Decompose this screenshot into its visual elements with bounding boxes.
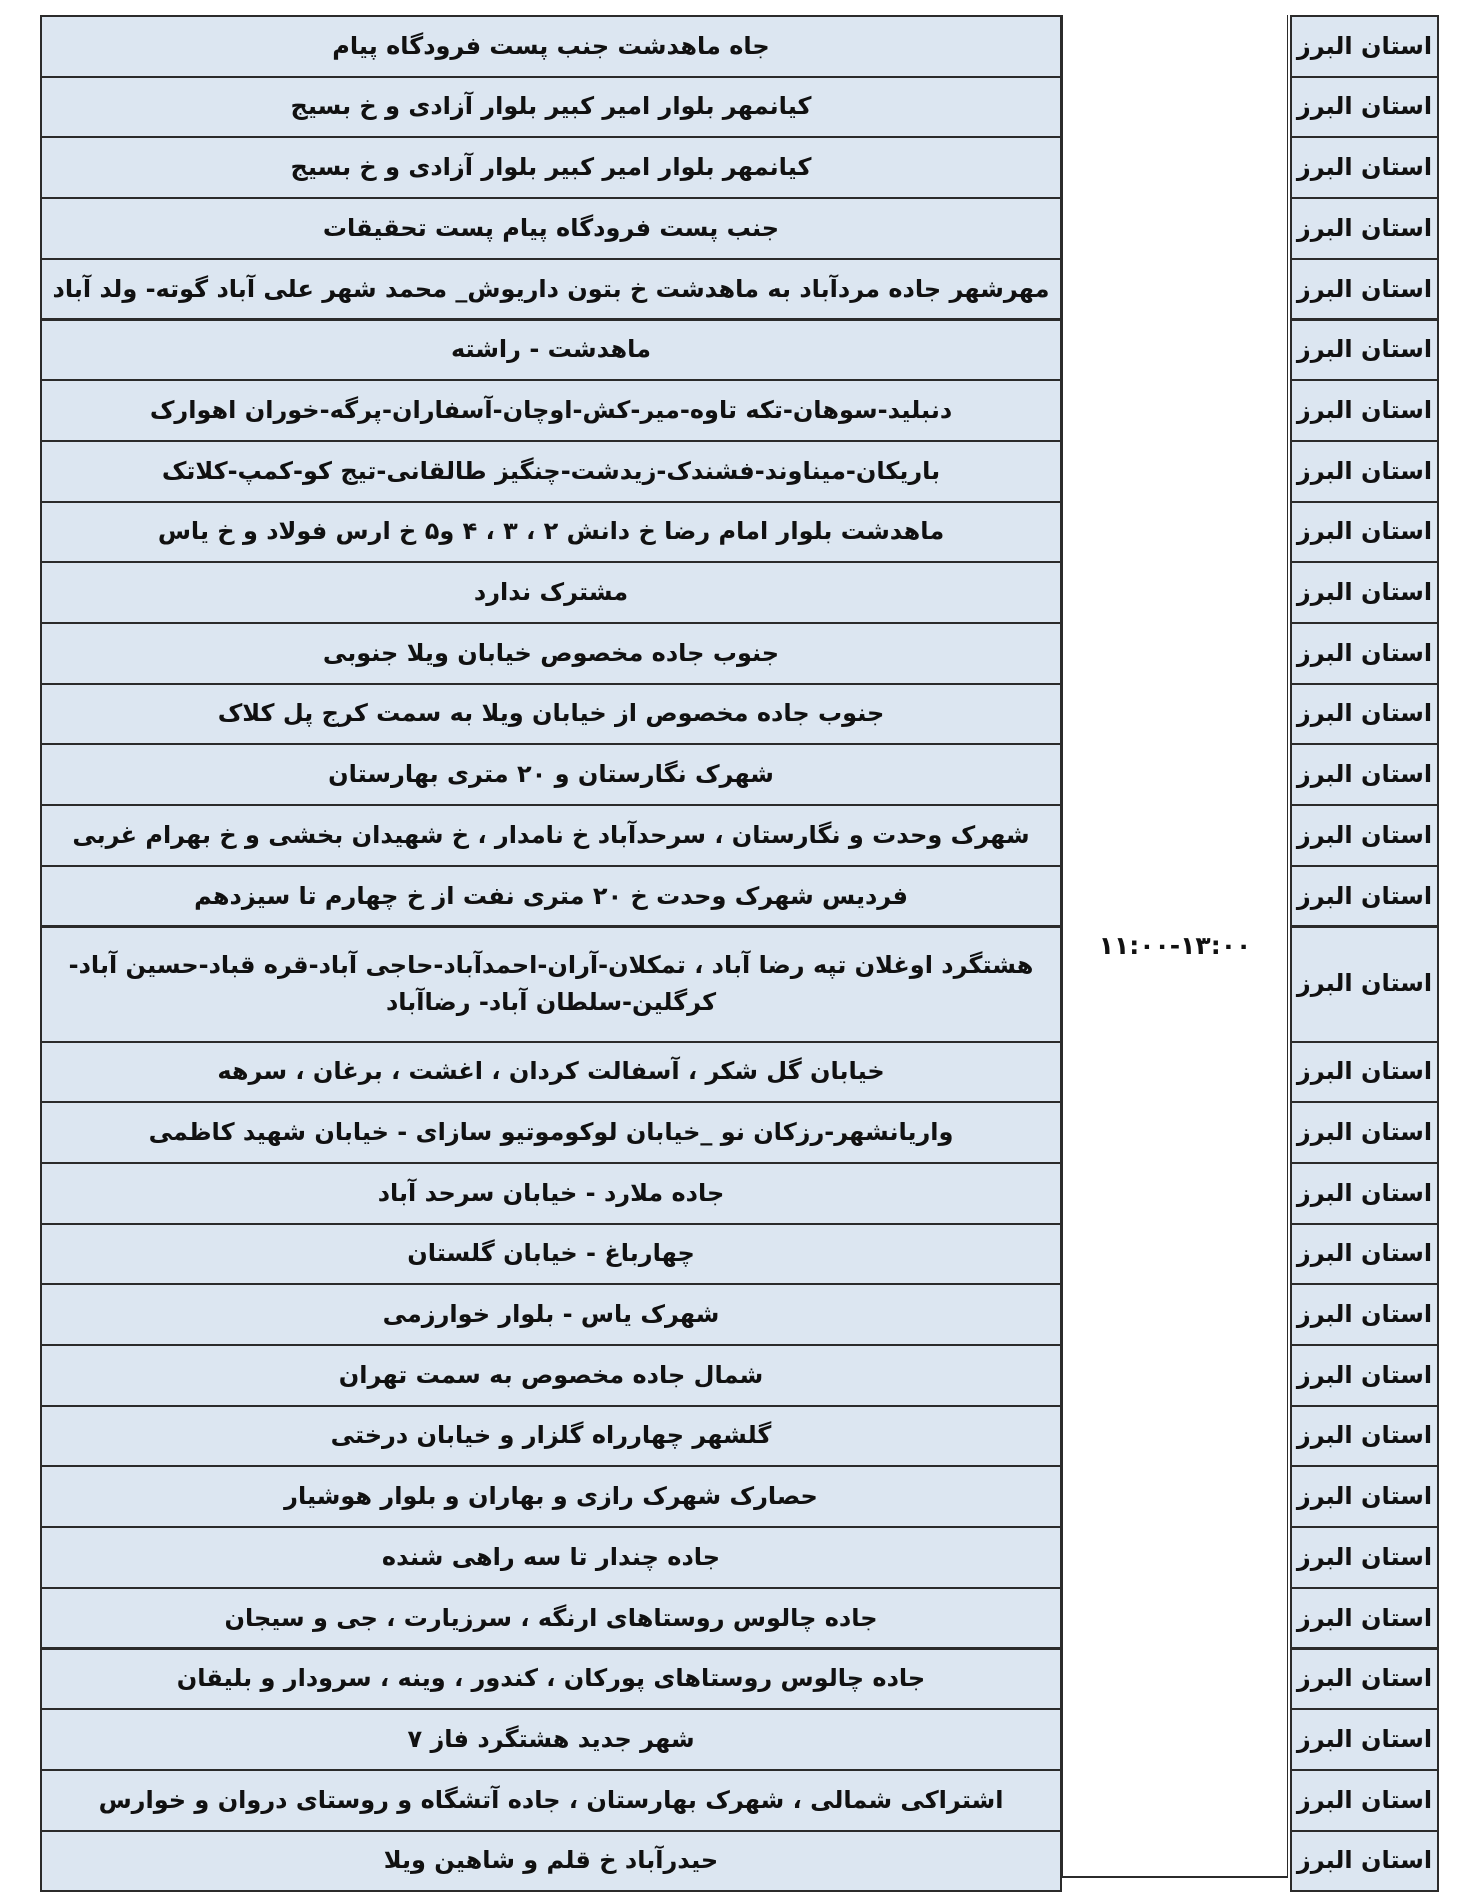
location-cell: شهرک نگارستان و ۲۰ متری بهارستان [40,743,1062,806]
time-slot: ۱۱:۰۰-۱۳:۰۰ [1098,931,1252,960]
location-cell: شهرک وحدت و نگارستان ، سرحدآباد خ نامدار ، خ شهیدان بخشی و خ بهرام غربی [40,804,1062,867]
outage-schedule-table [40,15,1439,1876]
location-cell: حصارک شهرک رازی و بهاران و بلوار هوشیار [40,1465,1062,1528]
province-cell: استان البرز [1290,1526,1439,1589]
province-cell: استان البرز [1290,319,1439,382]
province-cell: استان البرز [1290,622,1439,685]
province-cell: استان البرز [1290,136,1439,199]
province-cell: استان البرز [1290,1283,1439,1346]
province-cell: استان البرز [1290,1708,1439,1771]
location-cell: جنب پست فرودگاه پیام پست تحقیقات [40,197,1062,260]
location-cell: جاده چالوس روستاهای پورکان ، کندور ، وینه ، سرودار و بلیقان [40,1648,1062,1711]
province-cell: استان البرز [1290,1162,1439,1225]
province-cell: استان البرز [1290,804,1439,867]
province-cell: استان البرز [1290,1587,1439,1650]
province-cell: استان البرز [1290,1041,1439,1104]
location-cell: ماهدشت بلوار امام رضا خ دانش ۲ ، ۳ ، ۴ و۵ خ ارس فولاد و خ یاس [40,501,1062,564]
location-cell: ماهدشت - راشته [40,319,1062,382]
location-cell: واریانشهر-رزکان نو _خیابان لوکوموتیو سازای - خیابان شهید کاظمی [40,1101,1062,1164]
province-cell: استان البرز [1290,1101,1439,1164]
province-cell: استان البرز [1290,561,1439,624]
province-cell: استان البرز [1290,1769,1439,1832]
location-cell: مهرشهر جاده مردآباد به ماهدشت خ بتون داریوش_ محمد شهر علی آباد گوته- ولد آباد [40,258,1062,321]
location-cell: شمال جاده مخصوص به سمت تهران [40,1344,1062,1407]
location-cell: گلشهر چهارراه گلزار و خیابان درختی [40,1405,1062,1468]
province-cell: استان البرز [1290,501,1439,564]
time-column [1062,15,1288,1878]
location-cell: جنوب جاده مخصوص خیابان ویلا جنوبی [40,622,1062,685]
location-cell: فردیس شهرک وحدت خ ۲۰ متری نفت از خ چهارم تا سیزدهم [40,865,1062,928]
location-cell: مشترک ندارد [40,561,1062,624]
province-cell: استان البرز [1290,743,1439,806]
province-cell: استان البرز [1290,926,1439,1043]
location-cell: دنبلید-سوهان-تکه تاوه-میر-کش-اوچان-آسفاران-پرگه-خوران اهوارک [40,379,1062,442]
location-cell: جاده ملارد - خیابان سرحد آباد [40,1162,1062,1225]
location-cell: جنوب جاده مخصوص از خیابان ویلا به سمت کرج پل کلاک [40,683,1062,746]
location-cell: کیانمهر بلوار امیر کبیر بلوار آزادی و خ بسیج [40,76,1062,139]
province-cell: استان البرز [1290,76,1439,139]
province-cell: استان البرز [1290,440,1439,503]
province-cell: استان البرز [1290,1223,1439,1286]
province-cell: استان البرز [1290,197,1439,260]
location-column [40,15,1062,1876]
province-cell: استان البرز [1290,865,1439,928]
location-cell: کیانمهر بلوار امیر کبیر بلوار آزادی و خ بسیج [40,136,1062,199]
province-cell: استان البرز [1290,1648,1439,1711]
location-cell: اشتراکی شمالی ، شهرک بهارستان ، جاده آتشگاه و روستای دروان و خوارس [40,1769,1062,1832]
location-cell: خیابان گل شکر ، آسفالت کردان ، اغشت ، برغان ، سرهه [40,1041,1062,1104]
province-cell: استان البرز [1290,258,1439,321]
location-cell: جاده چالوس روستاهای ارنگه ، سرزیارت ، جی و سیجان [40,1587,1062,1650]
location-cell: چهارباغ - خیابان گلستان [40,1223,1062,1286]
province-cell: استان البرز [1290,15,1439,78]
location-cell: هشتگرد اوغلان تپه رضا آباد ، تمکلان-آران-احمدآباد-حاجی آباد-قره قباد-حسین آباد-کرگلین-سلطان آباد- رضاآباد [40,926,1062,1043]
province-column [1290,15,1439,1876]
location-cell: باریکان-میناوند-فشندک-زیدشت-چنگیز طالقانی-تیج کو-کمپ-کلاتک [40,440,1062,503]
location-cell: شهرک یاس - بلوار خوارزمی [40,1283,1062,1346]
location-cell: شهر جدید هشتگرد فاز ۷ [40,1708,1062,1771]
province-cell: استان البرز [1290,1344,1439,1407]
province-cell: استان البرز [1290,379,1439,442]
location-cell: جاه ماهدشت جنب پست فرودگاه پیام [40,15,1062,78]
location-cell: حیدرآباد خ قلم و شاهین ویلا [40,1830,1062,1893]
province-cell: استان البرز [1290,683,1439,746]
location-cell: جاده چندار تا سه راهی شنده [40,1526,1062,1589]
province-cell: استان البرز [1290,1830,1439,1893]
province-cell: استان البرز [1290,1465,1439,1528]
province-cell: استان البرز [1290,1405,1439,1468]
